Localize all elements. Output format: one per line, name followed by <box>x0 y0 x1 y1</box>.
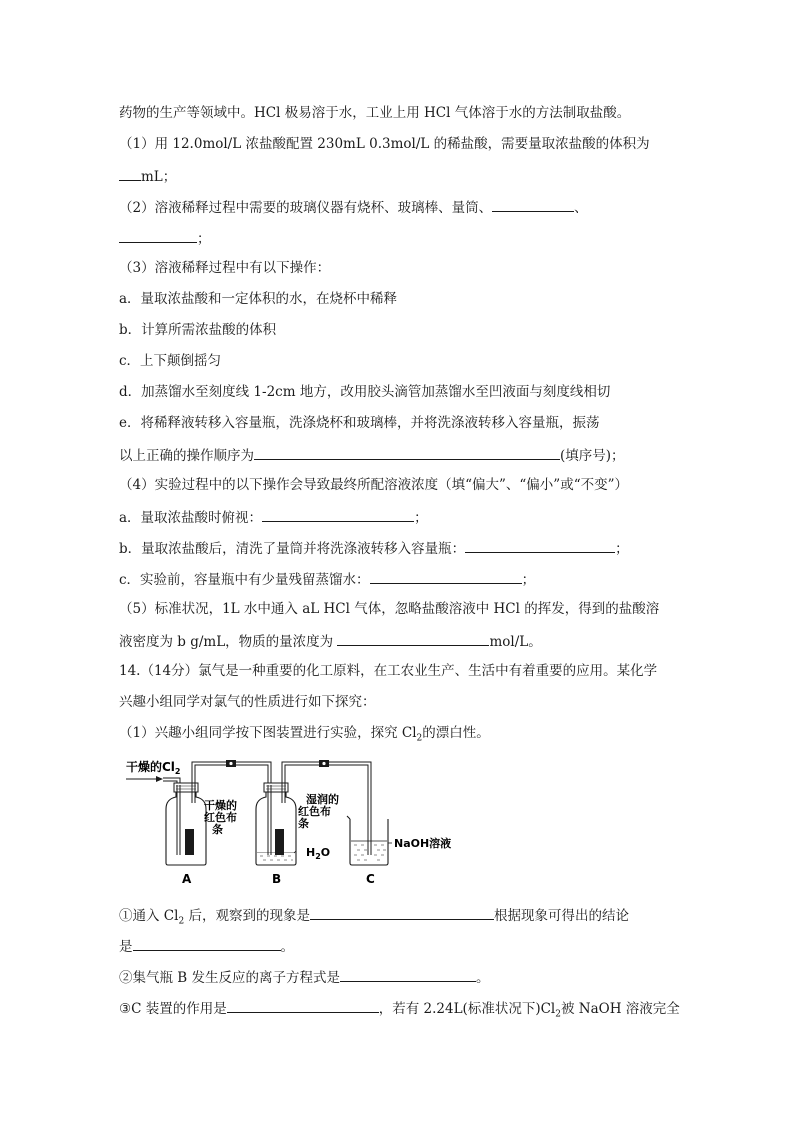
connector-ab <box>192 762 271 801</box>
bottle-a <box>166 777 206 865</box>
answer-blank[interactable] <box>119 228 197 243</box>
text: （1）兴趣小组同学按下图装置进行实验，探究 Cl <box>119 725 417 741</box>
gas-label: 干燥的$Cl_2$ <box>126 760 181 776</box>
option-d <box>119 383 610 401</box>
text: ； <box>521 572 536 588</box>
text: （3）溶液稀释过程中有以下操作： <box>119 260 331 276</box>
a-note-1: 干燥的 <box>204 799 237 812</box>
text: ； <box>197 231 211 247</box>
answer-blank[interactable] <box>254 445 560 460</box>
q14-heading <box>119 662 657 680</box>
text: 兴趣小组同学对氯气的性质进行如下探究： <box>119 694 376 710</box>
intro-line <box>119 104 630 122</box>
option-e <box>119 414 600 432</box>
text: 14.（14分）氯气是一种重要的化工原料，在工农业生产、生活中有着重要的应用。某化学 <box>119 663 658 679</box>
text: ； <box>414 510 428 526</box>
label-c: C <box>366 872 375 886</box>
label-b: B <box>272 872 282 886</box>
apparatus-diagram <box>126 757 476 887</box>
q4-line <box>119 476 628 494</box>
label-a: A <box>182 872 192 886</box>
q5-line <box>119 600 659 618</box>
naoh-label: NaOH溶液 <box>394 837 452 850</box>
text: 。 <box>280 939 294 955</box>
q4a-line <box>119 507 428 527</box>
answer-blank[interactable] <box>227 998 379 1013</box>
text: 。 <box>476 970 490 986</box>
text: b．计算所需浓盐酸的体积 <box>119 322 277 338</box>
q2-answer-line <box>119 228 211 248</box>
subscript: 2 <box>416 733 423 744</box>
q1-line <box>119 135 650 153</box>
answer-blank[interactable] <box>262 507 414 522</box>
text: ②集气瓶 B 发生反应的离子方程式是 <box>119 970 341 986</box>
text: mL； <box>141 169 177 185</box>
text: 药物的生产等领域中。HCl 极易溶于水，工业上用 HCl 气体溶于水的方法制取盐酸。 <box>119 105 631 121</box>
text: ，若有 2.24L(标准状况下)Cl <box>378 1001 556 1017</box>
text: ①通入 Cl <box>119 908 179 924</box>
water-label: $H_2O$ <box>306 846 331 861</box>
text: 、 <box>574 200 588 216</box>
order-line <box>119 445 625 465</box>
answer-blank[interactable] <box>310 905 494 920</box>
b-note-1: 湿润的 <box>306 793 339 806</box>
subscript: 2 <box>555 1009 561 1020</box>
text: 被 NaOH 溶液完全 <box>560 1001 680 1017</box>
q1-answer-line <box>119 166 176 186</box>
text: a．量取浓盐酸和一定体积的水，在烧杯中稀释 <box>119 291 398 307</box>
option-c <box>119 352 221 370</box>
q4b-line <box>119 538 629 558</box>
text: （4）实验过程中的以下操作会导致最终所配溶液浓度（填“偏大”、“偏小”或“不变”） <box>119 477 628 493</box>
stopcock-2 <box>319 760 329 767</box>
text: a．量取浓盐酸时俯视： <box>119 510 263 526</box>
answer-blank[interactable] <box>337 631 489 646</box>
text: ； <box>615 541 629 557</box>
answer-blank[interactable] <box>370 569 522 584</box>
cloth-strip-a <box>185 829 194 855</box>
q14-1-conclusion <box>119 936 294 956</box>
answer-blank[interactable] <box>133 936 281 951</box>
text: b．量取浓盐酸后，清洗了量筒并将洗涤液转移入容量瓶： <box>119 541 466 557</box>
text: （5）标准状况，1L 水中通入 aL HCl 气体，忽略盐酸溶液中 HCl 的挥发，得到的盐酸溶 <box>119 601 660 617</box>
q3-line <box>119 259 330 277</box>
q14-3-purpose <box>119 998 680 1024</box>
text: （2）溶液稀释过程中需要的玻璃仪器有烧杯、玻璃棒、量筒、 <box>119 200 493 216</box>
text: 根据现象可得出的结论 <box>493 908 629 924</box>
cloth-strip-b <box>275 829 284 855</box>
option-a <box>119 290 397 308</box>
answer-blank[interactable] <box>465 538 615 553</box>
a-note-3: 条 <box>212 823 223 836</box>
answer-blank[interactable] <box>119 166 141 181</box>
text: （1）用 12.0mol/L 浓盐酸配置 230mL 0.3mol/L 的稀盐酸，需要量取浓盐酸的体积为 <box>119 136 650 152</box>
q14-1-observation <box>119 905 629 931</box>
q14-part1 <box>119 724 490 748</box>
text: mol/L。 <box>489 634 542 650</box>
text: 是 <box>119 939 133 955</box>
q4c-line <box>119 569 535 589</box>
text: 以上正确的操作顺序为 <box>119 448 254 464</box>
text: c．实验前，容量瓶中有少量残留蒸馏水： <box>119 572 370 588</box>
text: ③C 装置的作用是 <box>119 1001 227 1017</box>
text: 的漂白性。 <box>422 725 490 741</box>
q14-intro <box>119 693 376 711</box>
b-note-2: 红色布 <box>298 805 331 818</box>
answer-blank[interactable] <box>340 967 476 982</box>
text: (填序号)； <box>560 448 625 464</box>
text: c．上下颠倒摇匀 <box>119 353 222 369</box>
subscript: 2 <box>178 916 185 927</box>
q5-answer-line <box>119 631 542 651</box>
a-note-2: 红色布 <box>204 811 237 824</box>
answer-blank[interactable] <box>492 197 574 212</box>
q2-line <box>119 197 588 217</box>
b-note-3: 条 <box>298 817 309 830</box>
text: d．加蒸馏水至刻度线 1-2cm 地方，改用胶头滴管加蒸馏水至凹液面与刻度线相切 <box>119 384 611 400</box>
text: e．将稀释液转移入容量瓶，洗涤烧杯和玻璃棒，并将洗涤液转移入容量瓶，振荡 <box>119 415 600 431</box>
option-b <box>119 321 276 339</box>
q14-2-equation <box>119 967 490 987</box>
text: 液密度为 b g/mL，物质的量浓度为 <box>119 634 334 650</box>
stopcock-1 <box>226 760 236 767</box>
stopper-a <box>174 783 198 792</box>
bottle-b <box>256 777 296 865</box>
inlet-arrow-head <box>156 776 163 782</box>
text: 后，观察到的现象是 <box>184 908 310 924</box>
